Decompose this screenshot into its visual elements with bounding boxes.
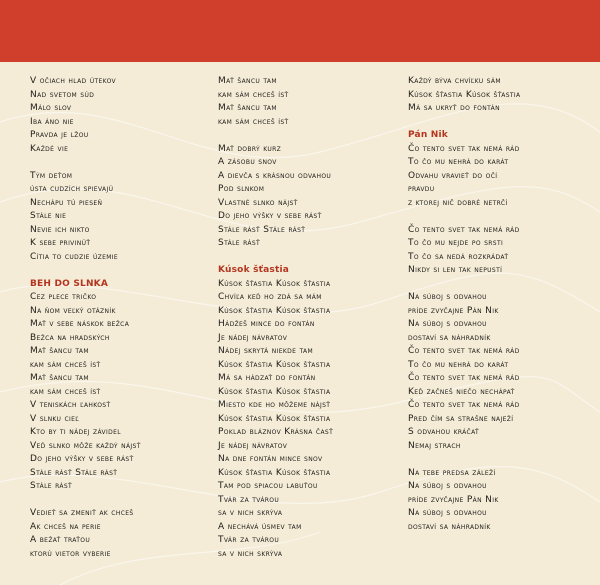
lyric-line: V teniskách ľahkosť [30, 400, 111, 410]
lyric-line: To čo mu nehrá do karát [408, 359, 509, 370]
lyric-line: Nevie ich nikto [30, 224, 90, 235]
lyric-line: dostaví sa náhradník [408, 521, 491, 532]
lyric-line: A bežať traťou [30, 535, 91, 545]
lyric-line: Mať šancu tam [30, 373, 89, 383]
verse-block [408, 291, 598, 453]
verse-block [408, 224, 598, 278]
lyric-line: V očiach hlad útekov [30, 76, 117, 86]
lyric-line: Mať dobrý kurz [218, 143, 282, 154]
lyric-line: S odvahou kráčať [408, 427, 480, 437]
lyric-line: Poklad bláznov Krásna časť [218, 427, 334, 437]
lyric-line: Je nádej návratov [218, 332, 288, 343]
lyric-line: Veď slnko môže každý nájsť [30, 440, 141, 451]
lyric-line: Tým deťom [30, 170, 73, 181]
lyric-line: Stále nie [30, 211, 67, 221]
lyric-line: Kúsok šťastia Kúsok šťastia [218, 359, 331, 370]
lyrics-column-3 [408, 75, 598, 534]
lyric-line: Pravda je lžou [30, 130, 89, 140]
lyric-line: Nemaj strach [408, 440, 461, 451]
lyric-line: kam sám chceš ísť [30, 359, 101, 370]
lyric-line: Na ňom veľký otázník [30, 305, 116, 316]
lyric-line: Chvíľa keď ho zdá sa mám [218, 292, 322, 302]
lyric-line: kam sám chceš ísť [218, 89, 289, 100]
lyric-line: A dievča s krásnou odvahou [218, 170, 332, 181]
lyric-line: Kúsok šťastia Kúsok šťastia [218, 278, 331, 289]
lyric-line: Vedieť sa zmeniť ak chceš [30, 508, 134, 518]
song-beh-do-slnka [30, 278, 220, 494]
lyric-line: To čo mu nehrá do karát [408, 157, 509, 167]
lyric-line: Pred čím sa strašne naježí [408, 413, 514, 424]
lyric-line: Má sa hádzať do fontán [218, 373, 316, 383]
lyric-line: Čo tento svet tak nemá rád [408, 400, 520, 410]
lyric-line: Ak chceš na perie [30, 521, 101, 532]
lyric-line: z ktorej nič dobré netrčí [408, 197, 508, 208]
lyric-line: Na súboj s odvahou [408, 508, 487, 518]
lyric-line: Málo slov [30, 103, 72, 113]
lyric-line: Iba áno nie [30, 116, 74, 127]
lyric-line: Každé vie [30, 143, 69, 154]
lyrics-column-2 [218, 75, 408, 561]
lyric-line: ústa cudzích spievajú [30, 184, 114, 194]
lyric-line: Nechápu tú pieseň [30, 197, 103, 208]
lyric-line: ktorú vietor vyberie [30, 548, 111, 559]
verse-block [218, 75, 408, 129]
lyric-line: Cítia to cudzie územie [30, 251, 119, 262]
lyric-line: Kto by ti nádej závidel [30, 427, 121, 437]
lyric-line: sa v nich skrýva [218, 508, 283, 518]
song-kusok-stastia [218, 264, 408, 561]
lyric-line: Čo tento svet tak nemá rád [408, 224, 520, 235]
lyric-line: Na súboj s odvahou [408, 319, 487, 329]
lyric-line: Na dne fontán mince snov [218, 454, 323, 464]
verse-block [30, 75, 220, 156]
lyric-line: Tam pod spiacou labuťou [218, 481, 318, 491]
lyric-line: pravdu [408, 184, 435, 194]
lyric-line: Do jeho výšky v sebe rásť [218, 211, 322, 221]
lyric-line: Do jeho výšky v sebe rásť [30, 454, 134, 464]
lyric-line: Miesto kde ho môžeme nájsť [218, 400, 331, 410]
lyric-line: Stále rásť [218, 238, 261, 248]
lyric-line: A zásobu snov [218, 157, 277, 167]
lyric-line: Má sa ukryť do fontán [408, 103, 500, 113]
verse-block [30, 170, 220, 265]
lyric-line: Mať šancu tam [218, 76, 277, 86]
lyric-line: Nádej skrytá niekde tam [218, 346, 314, 356]
lyric-line: Bežca na hradských [30, 332, 110, 343]
verse-block [30, 507, 220, 561]
verse-block [218, 143, 408, 251]
song-pan-nik [408, 129, 598, 210]
lyric-line: Kúsok šťastia Kúsok šťastia [218, 305, 331, 316]
lyric-line: Tvár za tvárou [218, 535, 280, 545]
lyric-line: Čo tento svet tak nemá rád [408, 373, 520, 383]
lyric-line: Každý býva chvíľku sám [408, 76, 501, 86]
lyric-line: Na súboj s odvahou [408, 481, 487, 491]
lyric-line: Tvár za tvárou [218, 494, 280, 505]
lyric-line: Čo tento svet tak nemá rád [408, 143, 520, 154]
red-header-band [0, 0, 600, 62]
lyric-line: Mať v sebe náskok bežca [30, 319, 130, 329]
lyric-line: Odvahu vravieť do očí [408, 170, 498, 181]
lyric-line: Kúsok šťastia Kúsok šťastia [218, 386, 331, 397]
lyric-line: Kúsok šťastia Kúsok šťastia [218, 413, 331, 424]
song-title: Pán Nik [408, 130, 448, 140]
lyric-line: K sebe privinúť [30, 238, 91, 248]
lyric-line: Je nádej návratov [218, 440, 288, 451]
lyric-line: Kúsok šťastia Kúsok šťastia [408, 89, 521, 100]
lyric-line: Keď začneš niečo nechápať [408, 386, 515, 397]
lyric-line: kam sám chceš ísť [218, 116, 289, 127]
lyric-line: Čo tento svet tak nemá rád [408, 346, 520, 356]
lyric-line: Mať šancu tam [30, 346, 89, 356]
lyric-line: Pod slnkom [218, 184, 265, 194]
lyric-line: kam sám chceš ísť [30, 386, 101, 397]
lyric-line: A nechává úsmev tam [218, 521, 302, 532]
lyric-line: Na tebe predsa záleží [408, 467, 496, 478]
lyric-line: dostaví sa náhradník [408, 332, 491, 343]
lyrics-column-1 [30, 75, 220, 561]
lyric-line: Stále rásť Stále rásť [30, 467, 118, 478]
lyric-line: Hádžeš mince do fontán [218, 319, 315, 329]
lyric-line: To čo mu nejde po srsti [408, 238, 504, 248]
lyric-line: Mať šancu tam [218, 103, 277, 113]
lyric-line: V slnku cieľ [30, 413, 79, 424]
lyric-line: Nikdy si len tak nepustí [408, 265, 503, 275]
lyric-line: Cez plece tričko [30, 292, 97, 302]
lyric-line: Na súboj s odvahou [408, 292, 487, 302]
lyric-line: Kúsok šťastia Kúsok šťastia [218, 467, 331, 478]
verse-block [408, 467, 598, 535]
song-title: BEH DO SLNKA [30, 278, 109, 289]
song-title: Kúsok šťastia [218, 265, 290, 275]
lyric-line: Stále rásť [30, 481, 73, 491]
lyric-line: príde zvyčajne Pán Nik [408, 494, 499, 505]
lyric-line: Stále rásť Stále rásť [218, 224, 306, 235]
lyric-line: Vlastné slnko nájsť [218, 197, 298, 208]
verse-block [408, 75, 598, 116]
lyric-line: sa v nich skrýva [218, 548, 283, 559]
lyric-line: To čo sa nedá rozkrádať [408, 251, 509, 262]
lyric-line: Nad svetom súd [30, 89, 95, 100]
lyric-line: príde zvyčajne Pán Nik [408, 305, 499, 316]
